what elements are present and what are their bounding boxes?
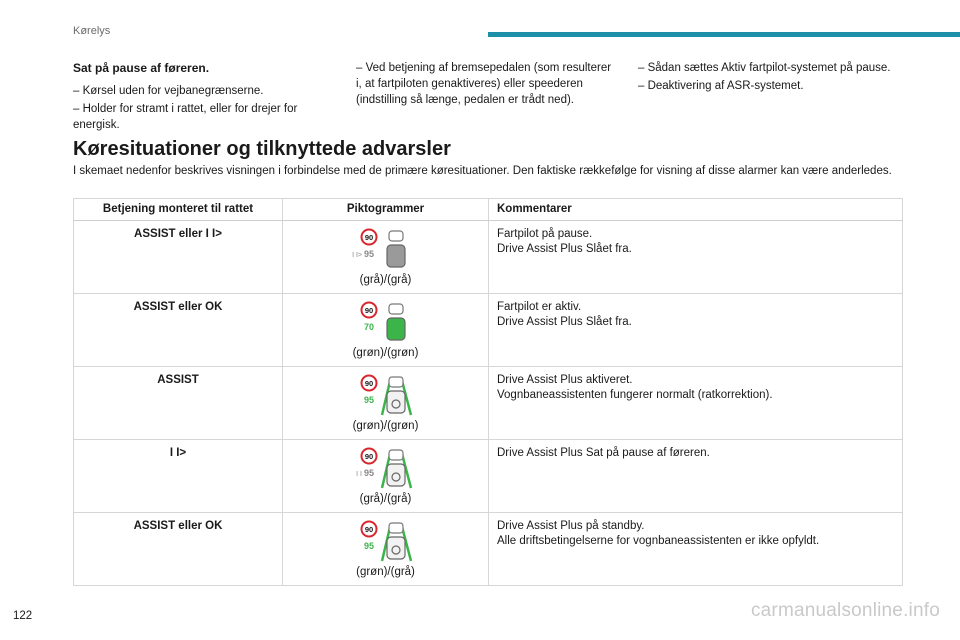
warnings-table [73, 198, 903, 586]
set-speed-value: 95 [363, 468, 374, 478]
own-vehicle-icon [387, 318, 405, 340]
text-column-3 [638, 60, 900, 96]
comment-line: Fartpilot er aktiv. [497, 301, 582, 313]
comment-cell [489, 440, 903, 513]
list-item: – Sådan sættes Aktiv fartpilot-systemet på pause. [638, 62, 891, 74]
speed-limit-value: 90 [364, 233, 373, 242]
column-header-operation: Betjening monteret til rattet [74, 199, 283, 221]
drive-assist-pictogram [351, 446, 421, 490]
list-item: – Holder for stramt i rattet, eller for drejer for energisk. [73, 103, 298, 131]
pause-marker: I I [355, 471, 362, 478]
comment-cell [489, 294, 903, 367]
table-row [74, 367, 903, 440]
vehicle-ahead-icon [389, 231, 403, 241]
comment-cell [489, 513, 903, 586]
operation-cell: I I> [74, 440, 283, 513]
set-speed-value: 95 [363, 541, 374, 551]
pictogram-cell [283, 513, 489, 586]
table-row [74, 294, 903, 367]
comment-line: Drive Assist Plus aktiveret. [497, 374, 633, 386]
comment-line: Vognbaneassistenten fungerer normalt (ratkorrektion). [497, 389, 773, 401]
table-header-row [74, 199, 903, 221]
list-item: – Kørsel uden for vejbanegrænserne. [73, 85, 264, 97]
speed-limit-value: 90 [364, 525, 373, 534]
own-vehicle-icon [387, 537, 405, 559]
page-number: 122 [13, 610, 33, 622]
table-row [74, 221, 903, 294]
operation-cell: ASSIST eller I I> [74, 221, 283, 294]
section-intro: I skemaet nedenfor beskrives visningen i forbindelse med de primære køresituationer. Den faktiske rækkefølge for visning af disse alarmer kan være anderledes. [73, 165, 892, 177]
own-vehicle-icon [387, 464, 405, 486]
pictogram-cell [283, 221, 489, 294]
section-title: Køresituationer og tilknyttede advarsler [73, 138, 451, 160]
list-item: – Ved betjening af bremsepedalen (som resulterer i, at fartpiloten genaktiveres) eller speederen (indstilling så længe, pedalen er trådt ned). [356, 62, 612, 106]
comment-line: Drive Assist Plus på standby. [497, 520, 645, 532]
vehicle-ahead-icon [389, 450, 403, 460]
operation-cell: ASSIST eller OK [74, 513, 283, 586]
vehicle-ahead-icon [389, 304, 403, 314]
text-column-1 [73, 60, 333, 135]
set-speed-value: 95 [363, 395, 374, 405]
table-row [74, 513, 903, 586]
watermark: carmanualsonline.info [750, 600, 940, 621]
vehicle-ahead-icon [389, 523, 403, 533]
running-header: Kørelys [73, 25, 111, 37]
set-speed-value: 95 [363, 249, 374, 259]
drive-assist-pictogram [351, 519, 421, 563]
pictogram-cell [283, 367, 489, 440]
operation-cell: ASSIST eller OK [74, 294, 283, 367]
comment-cell [489, 367, 903, 440]
speed-limit-value: 90 [364, 452, 373, 461]
pictogram-color-caption: (grøn)/(grøn) [352, 420, 419, 432]
column-header-comments: Kommentarer [489, 199, 903, 221]
comment-line: Drive Assist Plus Slået fra. [497, 243, 632, 255]
table-row [74, 440, 903, 513]
own-vehicle-icon [387, 245, 405, 267]
comment-line: Fartpilot på pause. [497, 228, 593, 240]
pictogram-cell [283, 440, 489, 513]
comment-cell [489, 221, 903, 294]
comment-line: Drive Assist Plus Slået fra. [497, 316, 632, 328]
set-speed-value: 70 [363, 322, 374, 332]
sub-heading: Sat på pause af føreren. [73, 61, 210, 75]
header-accent-bar [488, 32, 960, 37]
drive-assist-pictogram [351, 373, 421, 417]
speed-limit-value: 90 [364, 379, 373, 388]
pictogram-color-caption: (grøn)/(grå) [356, 566, 415, 578]
pause-marker: I I> [351, 252, 362, 259]
column-header-pictograms: Piktogrammer [283, 199, 489, 221]
list-item: – Deaktivering af ASR-systemet. [638, 80, 804, 92]
speed-limit-value: 90 [364, 306, 373, 315]
drive-assist-pictogram [351, 300, 421, 344]
operation-cell: ASSIST [74, 367, 283, 440]
text-column-2 [356, 60, 618, 110]
comment-line: Alle driftsbetingelserne for vognbaneassistenten er ikke opfyldt. [497, 535, 820, 547]
drive-assist-pictogram [351, 227, 421, 271]
comment-line: Drive Assist Plus Sat på pause af føreren. [497, 447, 710, 459]
pictogram-color-caption: (grå)/(grå) [359, 274, 412, 286]
pictogram-cell [283, 294, 489, 367]
vehicle-ahead-icon [389, 377, 403, 387]
pictogram-color-caption: (grå)/(grå) [359, 493, 412, 505]
pictogram-color-caption: (grøn)/(grøn) [352, 347, 419, 359]
own-vehicle-icon [387, 391, 405, 413]
